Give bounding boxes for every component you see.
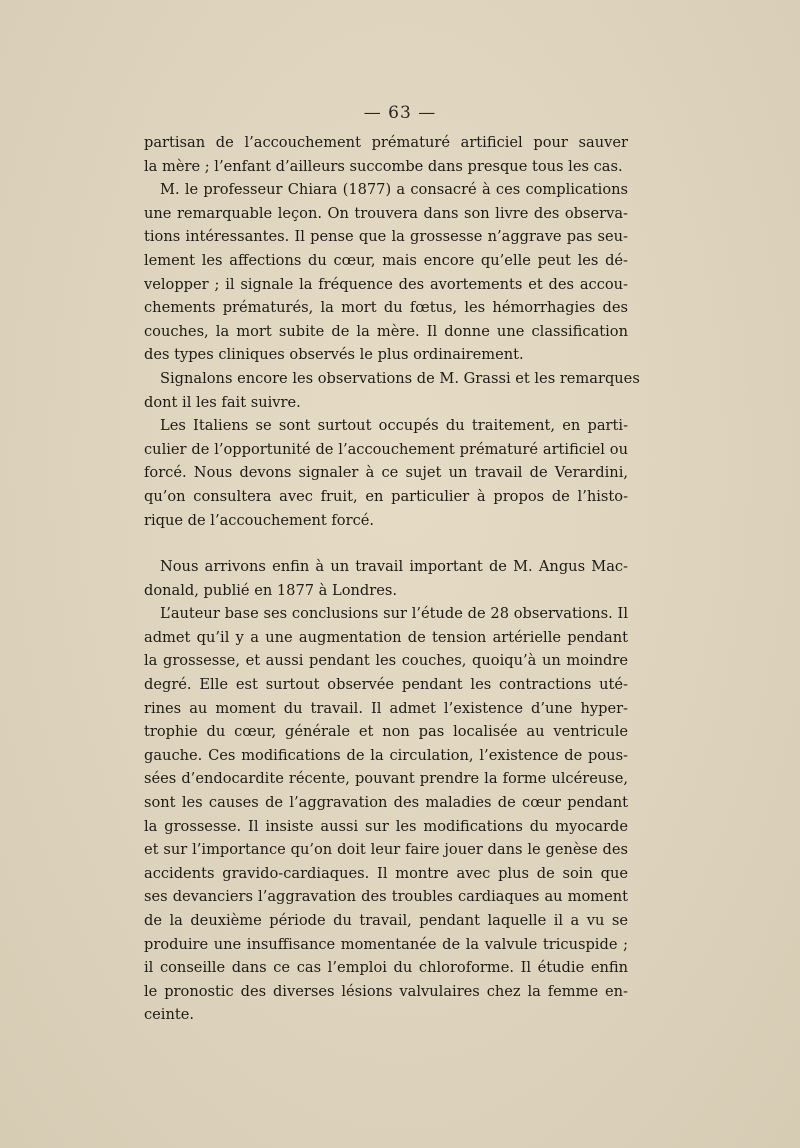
paragraph bbox=[144, 602, 628, 1027]
text-line: chements prématurés, la mort du fœtus, les hémorrhagies des bbox=[144, 299, 628, 317]
text-line: Signalons encore les observations de M. Grassi et les remarques bbox=[160, 369, 640, 387]
text-line: une remarquable leçon. On trouvera dans son livre des observa- bbox=[144, 204, 628, 222]
text-line: ses devanciers l’aggravation des troubles cardiaques au moment bbox=[144, 888, 628, 906]
text-line: velopper ; il signale la fréquence des avortements et des accou- bbox=[144, 275, 628, 293]
paragraph bbox=[144, 367, 640, 414]
text-line: dont il les fait suivre. bbox=[144, 393, 301, 411]
text-line: Les Italiens se sont surtout occupés du traitement, en parti- bbox=[160, 417, 628, 435]
text-line: trophie du cœur, générale et non pas localisée au ventricule bbox=[144, 723, 628, 741]
text-line: et sur l’importance qu’on doit leur faire jouer dans le genèse des bbox=[144, 841, 628, 859]
text-line: couches, la mort subite de la mère. Il donne une classification bbox=[144, 322, 628, 340]
text-line: il conseille dans ce cas l’emploi du chloroforme. Il étudie enfin bbox=[144, 959, 628, 977]
text-line: lement les affections du cœur, mais encore qu’elle peut les dé- bbox=[144, 251, 628, 269]
paragraph bbox=[144, 131, 628, 178]
body-text bbox=[144, 131, 640, 1027]
text-line: admet qu’il y a une augmentation de tension artérielle pendant bbox=[144, 628, 628, 646]
text-line: ceinte. bbox=[144, 1006, 195, 1024]
text-line: M. le professeur Chiara (1877) a consacré à ces complications bbox=[160, 181, 628, 199]
text-line: gauche. Ces modifications de la circulation, l’existence de pous- bbox=[144, 746, 628, 764]
paragraph-gap bbox=[144, 532, 628, 555]
page-number: — 63 — bbox=[363, 103, 437, 123]
text-line: L’auteur base ses conclusions sur l’étude de 28 observations. Il bbox=[160, 605, 628, 623]
text-line: la grossesse. Il insiste aussi sur les modifications du myocarde bbox=[144, 817, 628, 835]
paragraph bbox=[144, 414, 628, 532]
text-line: la mère ; l’enfant d’ailleurs succombe dans presque tous les cas. bbox=[144, 157, 623, 175]
text-line: accidents gravido-cardiaques. Il montre avec plus de soin que bbox=[144, 864, 628, 882]
text-line: des types cliniques observés le plus ordinairement. bbox=[144, 346, 524, 364]
text-line: le pronostic des diverses lésions valvulaires chez la femme en- bbox=[144, 982, 628, 1000]
paragraph bbox=[144, 178, 628, 367]
text-line: sont les causes de l’aggravation des maladies de cœur pendant bbox=[144, 794, 628, 812]
text-line: forcé. Nous devons signaler à ce sujet un travail de Verardini, bbox=[144, 464, 628, 482]
text-line: rique de l’accouchement forcé. bbox=[144, 511, 375, 529]
text-line: partisan de l’accouchement prématuré artificiel pour sauver bbox=[144, 134, 628, 151]
text-line: rines au moment du travail. Il admet l’existence d’une hyper- bbox=[144, 699, 628, 717]
text-line: Nous arrivons enfin à un travail important de M. Angus Mac- bbox=[160, 558, 628, 576]
text-line: tions intéressantes. Il pense que la grossesse n’aggrave pas seu- bbox=[144, 228, 628, 246]
text-line: la grossesse, et aussi pendant les couches, quoiqu’à un moindre bbox=[144, 652, 628, 670]
text-line: donald, publié en 1877 à Londres. bbox=[144, 581, 397, 599]
text-line: sées d’endocardite récente, pouvant prendre la forme ulcéreuse, bbox=[144, 770, 628, 788]
text-line: qu’on consultera avec fruit, en particulier à propos de l’histo- bbox=[144, 487, 628, 505]
text-line: de la deuxième période du travail, pendant laquelle il a vu se bbox=[144, 912, 628, 929]
text-line: produire une insuffisance momentanée de la valvule tricuspide ; bbox=[144, 935, 628, 953]
paragraph bbox=[144, 555, 628, 602]
text-line: degré. Elle est surtout observée pendant les contractions uté- bbox=[144, 676, 628, 694]
text-line: culier de l’opportunité de l’accouchement prématuré artificiel ou bbox=[144, 440, 628, 458]
